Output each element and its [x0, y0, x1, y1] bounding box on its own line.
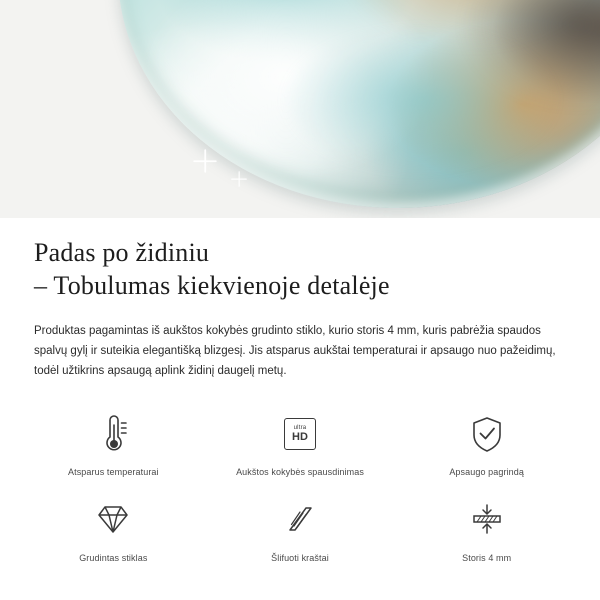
shield-check-icon	[463, 411, 511, 457]
feature-item-high-quality-print	[207, 405, 394, 487]
description-paragraph: Produktas pagamintas iš aukštos kokybės grudinto stiklo, kurio storis 4 mm, kuris pabrėžia spaudos spalvų gylį ir suteikia elegantišką blizgesį. Jis atsparus aukštai temperaturai ir apsaugo nuo pažeidimų, todėl užtikrins apsaugą aplink židinį daugelį metų.	[34, 324, 556, 377]
feature-item-temperature-resistant	[20, 405, 207, 487]
feature-label: Atsparus temperaturai	[68, 466, 159, 477]
ultra-hd-icon	[276, 411, 324, 457]
feature-item-polished-edges	[207, 491, 394, 573]
feature-item-protects-surface	[393, 405, 580, 487]
content-section	[0, 218, 600, 573]
headline-line-2: – Tobulumas kiekvienoje detalėje	[34, 271, 390, 301]
feature-label: Šlifuoti kraštai	[271, 552, 329, 563]
feature-label: Apsaugo pagrindą	[449, 466, 524, 477]
diamond-icon	[89, 497, 137, 543]
feature-grid	[0, 381, 600, 573]
hero-image	[0, 0, 600, 218]
headline-line-1: Padas po židiniu	[34, 238, 210, 267]
ultra-hd-badge-bottom: HD	[292, 430, 308, 443]
feature-item-thickness	[393, 491, 580, 573]
feature-label: Aukštos kokybės spausdinimas	[236, 466, 364, 477]
thickness-icon	[463, 497, 511, 543]
page-title	[0, 218, 600, 303]
feature-item-tempered-glass	[20, 491, 207, 573]
thermometer-icon	[89, 411, 137, 457]
ultra-hd-badge-top: ultra	[293, 424, 307, 431]
polished-edges-icon	[276, 497, 324, 543]
feature-label: Grudintas stiklas	[79, 552, 148, 563]
feature-label: Storis 4 mm	[462, 552, 512, 563]
